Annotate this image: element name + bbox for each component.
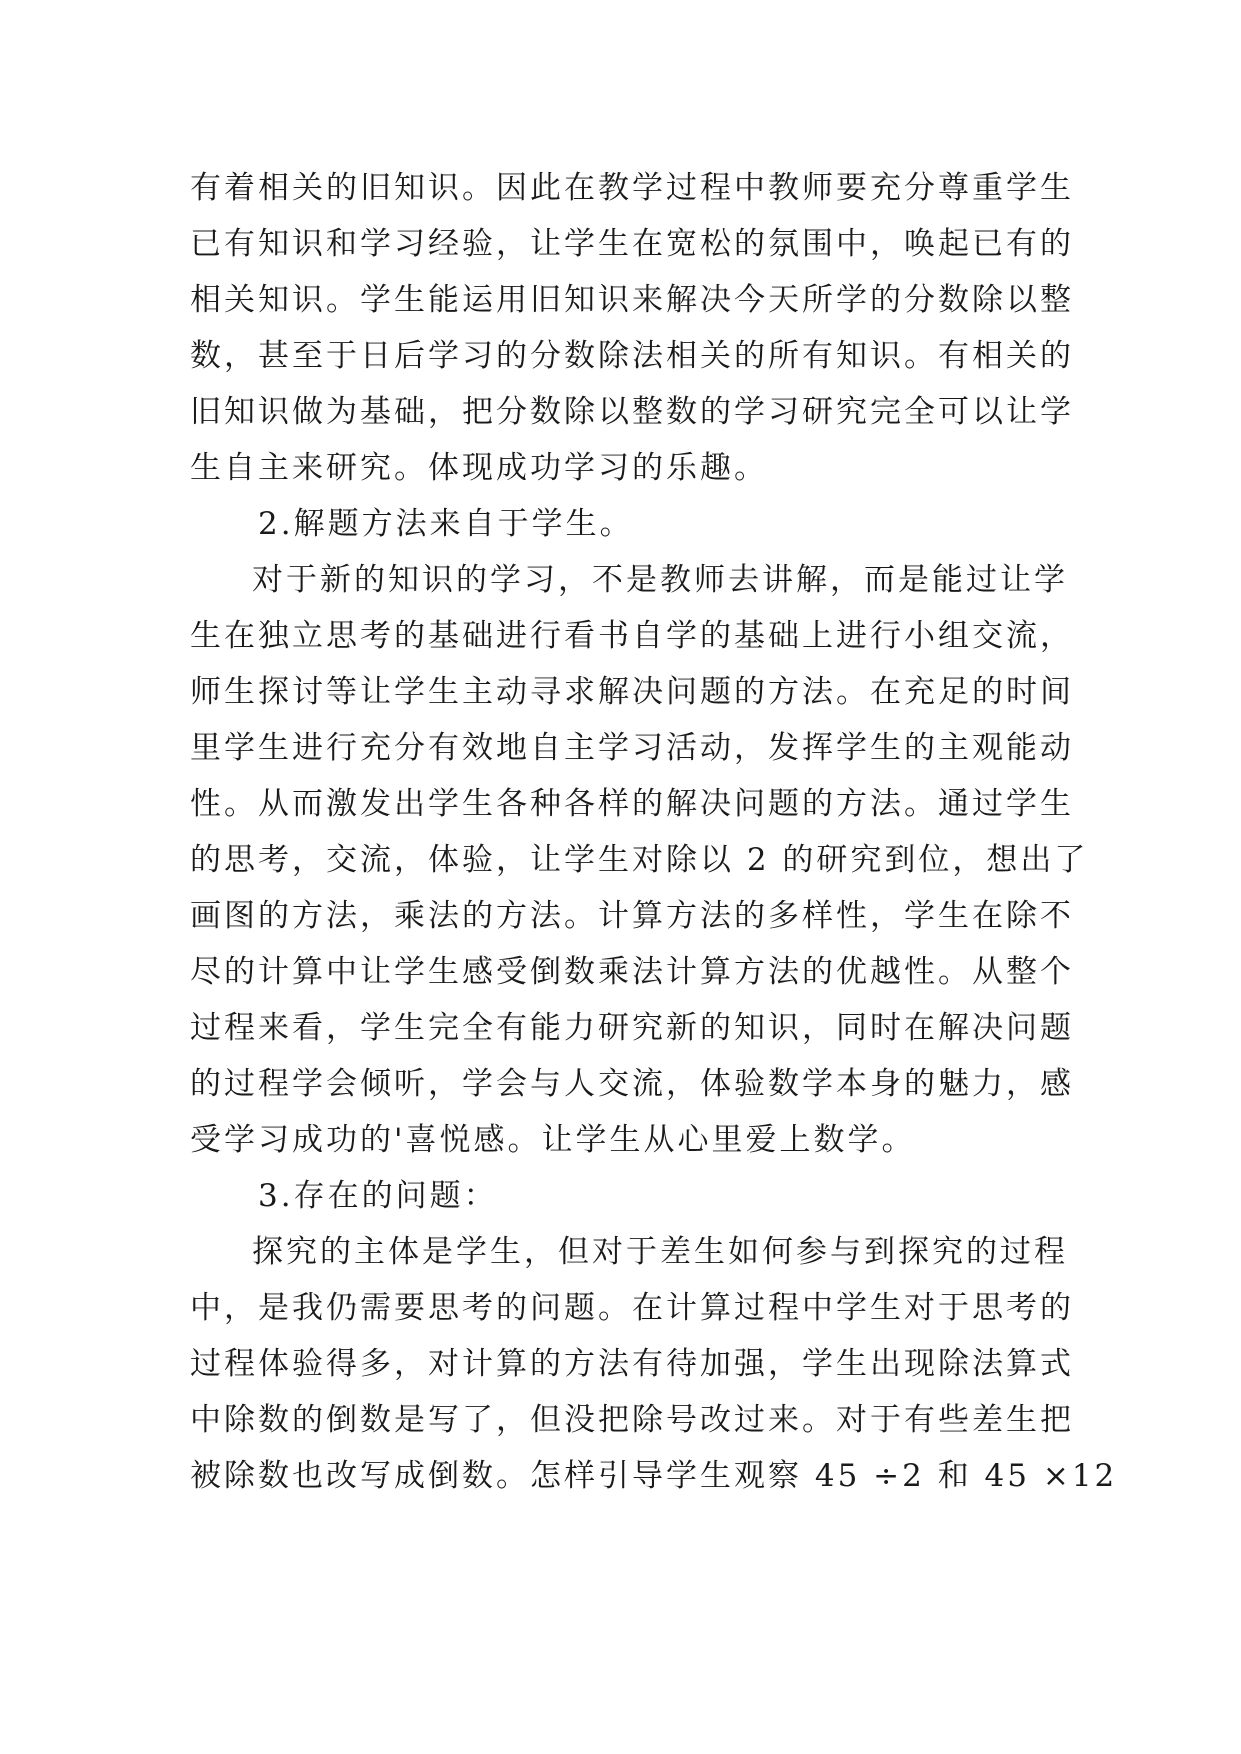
text-line: 里学生进行充分有效地自主学习活动，发挥学生的主观能动	[190, 730, 1074, 766]
text-line: 的过程学会倾听，学会与人交流，体验数学本身的魅力，感	[190, 1066, 1074, 1102]
text-line: 数，甚至于日后学习的分数除法相关的所有知识。有相关的	[190, 338, 1074, 374]
text-line: 中，是我仍需要思考的问题。在计算过程中学生对于思考的	[190, 1290, 1074, 1326]
text-line: 生在独立思考的基础进行看书自学的基础上进行小组交流，	[190, 618, 1074, 654]
text-line: 对于新的知识的学习，不是教师去讲解，而是能过让学	[252, 562, 1068, 598]
text-line: 有着相关的旧知识。因此在教学过程中教师要充分尊重学生	[190, 170, 1074, 206]
text-line: 生自主来研究。体现成功学习的乐趣。	[190, 450, 768, 486]
text-line: 性。从而激发出学生各种各样的解决问题的方法。通过学生	[190, 786, 1074, 822]
body-text	[190, 160, 1118, 1504]
text-line: 已有知识和学习经验，让学生在宽松的氛围中，唤起已有的	[190, 226, 1074, 262]
text-line: 受学习成功的'喜悦感。让学生从心里爱上数学。	[190, 1122, 916, 1158]
text-line: 探究的主体是学生，但对于差生如何参与到探究的过程	[252, 1234, 1068, 1270]
text-line: 旧知识做为基础，把分数除以整数的学习研究完全可以让学	[190, 394, 1074, 430]
text-line: 画图的方法，乘法的方法。计算方法的多样性，学生在除不	[190, 898, 1074, 934]
text-line: 中除数的倒数是写了，但没把除号改过来。对于有些差生把	[190, 1402, 1074, 1438]
section-heading: 2.解题方法来自于学生。	[258, 506, 634, 542]
text-line: 过程来看，学生完全有能力研究新的知识，同时在解决问题	[190, 1010, 1074, 1046]
text-line: 过程体验得多，对计算的方法有待加强，学生出现除法算式	[190, 1346, 1074, 1382]
text-line: 相关知识。学生能运用旧知识来解决今天所学的分数除以整	[190, 282, 1074, 318]
text-line: 师生探讨等让学生主动寻求解决问题的方法。在充足的时间	[190, 674, 1074, 710]
text-line: 尽的计算中让学生感受倒数乘法计算方法的优越性。从整个	[190, 954, 1074, 990]
section-heading: 3.存在的问题：	[258, 1178, 498, 1214]
text-line: 被除数也改写成倒数。怎样引导学生观察 45 ÷2 和 45 ×12	[190, 1458, 1118, 1494]
text-line: 的思考，交流，体验，让学生对除以 2 的研究到位，想出了	[190, 842, 1089, 878]
